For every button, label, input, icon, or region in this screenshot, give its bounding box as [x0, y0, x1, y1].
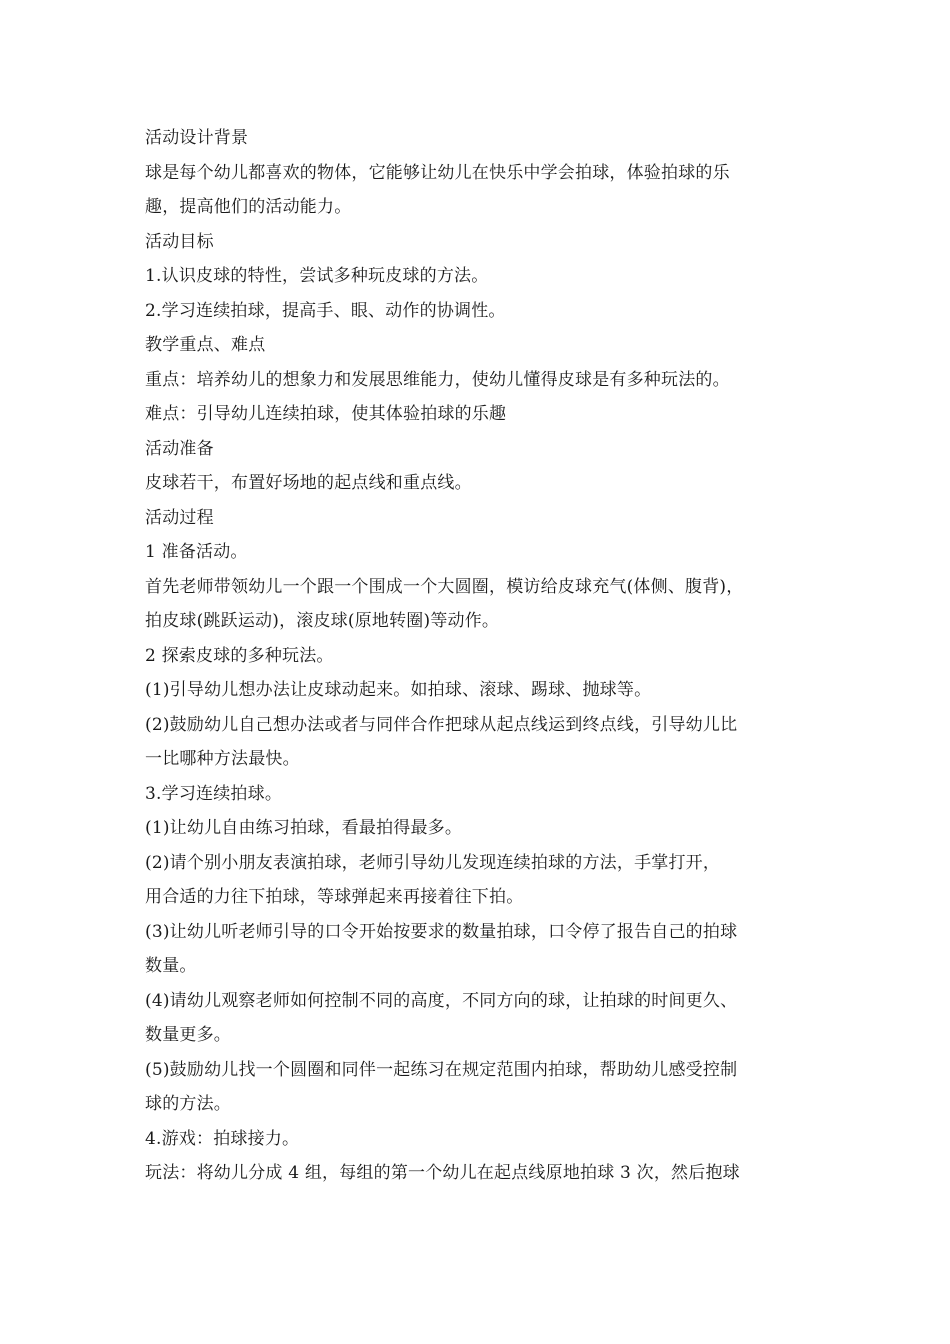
paragraph-line: (3)让幼儿听老师引导的口令开始按要求的数量拍球，口令停了报告自己的拍球: [145, 921, 738, 942]
paragraph-line: 2.学习连续拍球，提高手、眼、动作的协调性。: [145, 300, 506, 321]
paragraph-line: (1)引导幼儿想办法让皮球动起来。如拍球、滚球、踢球、抛球等。: [145, 680, 652, 700]
paragraph-line: 皮球若干，布置好场地的起点线和重点线。: [145, 473, 472, 493]
paragraph-line: 重点：培养幼儿的想象力和发展思维能力，使幼儿懂得皮球是有多种玩法的。: [145, 369, 730, 390]
heading-background: 活动设计背景: [145, 128, 249, 148]
paragraph-line: (4)请幼儿观察老师如何控制不同的高度，不同方向的球，让拍球的时间更久、: [145, 990, 738, 1011]
paragraph-line: 4.游戏：拍球接力。: [145, 1128, 300, 1149]
heading-goals: 活动目标: [145, 231, 214, 252]
paragraph-line: 数量更多。: [145, 1025, 231, 1045]
paragraph-line: (2)鼓励幼儿自己想办法或者与同伴合作把球从起点线运到终点线，引导幼儿比: [145, 714, 738, 735]
paragraph-line: 趣，提高他们的活动能力。: [145, 197, 352, 217]
paragraph-line: 数量。: [145, 956, 197, 976]
paragraph-line: 1 准备活动。: [145, 542, 248, 562]
heading-key-points: 教学重点、难点: [145, 335, 266, 355]
paragraph-line: (5)鼓励幼儿找一个圆圈和同伴一起练习在规定范围内拍球，帮助幼儿感受控制: [145, 1059, 738, 1080]
paragraph-line: 1.认识皮球的特性，尝试多种玩皮球的方法。: [145, 266, 489, 286]
paragraph-line: 一比哪种方法最快。: [145, 749, 300, 769]
paragraph-line: 3.学习连续拍球。: [145, 783, 283, 804]
paragraph-line: 球的方法。: [145, 1094, 231, 1114]
paragraph-line: 球是每个幼儿都喜欢的物体，它能够让幼儿在快乐中学会拍球，体验拍球的乐: [145, 162, 730, 183]
paragraph-line: 2 探索皮球的多种玩法。: [145, 645, 334, 666]
document-body: [145, 121, 825, 1191]
paragraph-line: 用合适的力往下拍球，等球弹起来再接着往下拍。: [145, 887, 524, 907]
paragraph-line: 拍皮球(跳跃运动)，滚皮球(原地转圈)等动作。: [145, 611, 500, 631]
paragraph-line: 难点：引导幼儿连续拍球，使其体验拍球的乐趣: [145, 404, 507, 424]
heading-preparation: 活动准备: [145, 438, 214, 459]
paragraph-line: (1)让幼儿自由练习拍球，看最拍得最多。: [145, 818, 463, 838]
paragraph-line: 首先老师带领幼儿一个跟一个围成一个大圆圈，模访给皮球充气(体侧、腹背)，: [145, 576, 744, 597]
paragraph-line: (2)请个别小朋友表演拍球，老师引导幼儿发现连续拍球的方法，手掌打开，: [145, 852, 721, 873]
heading-process: 活动过程: [145, 507, 214, 528]
paragraph-line: 玩法：将幼儿分成 4 组，每组的第一个幼儿在起点线原地拍球 3 次，然后抱球: [145, 1163, 740, 1183]
